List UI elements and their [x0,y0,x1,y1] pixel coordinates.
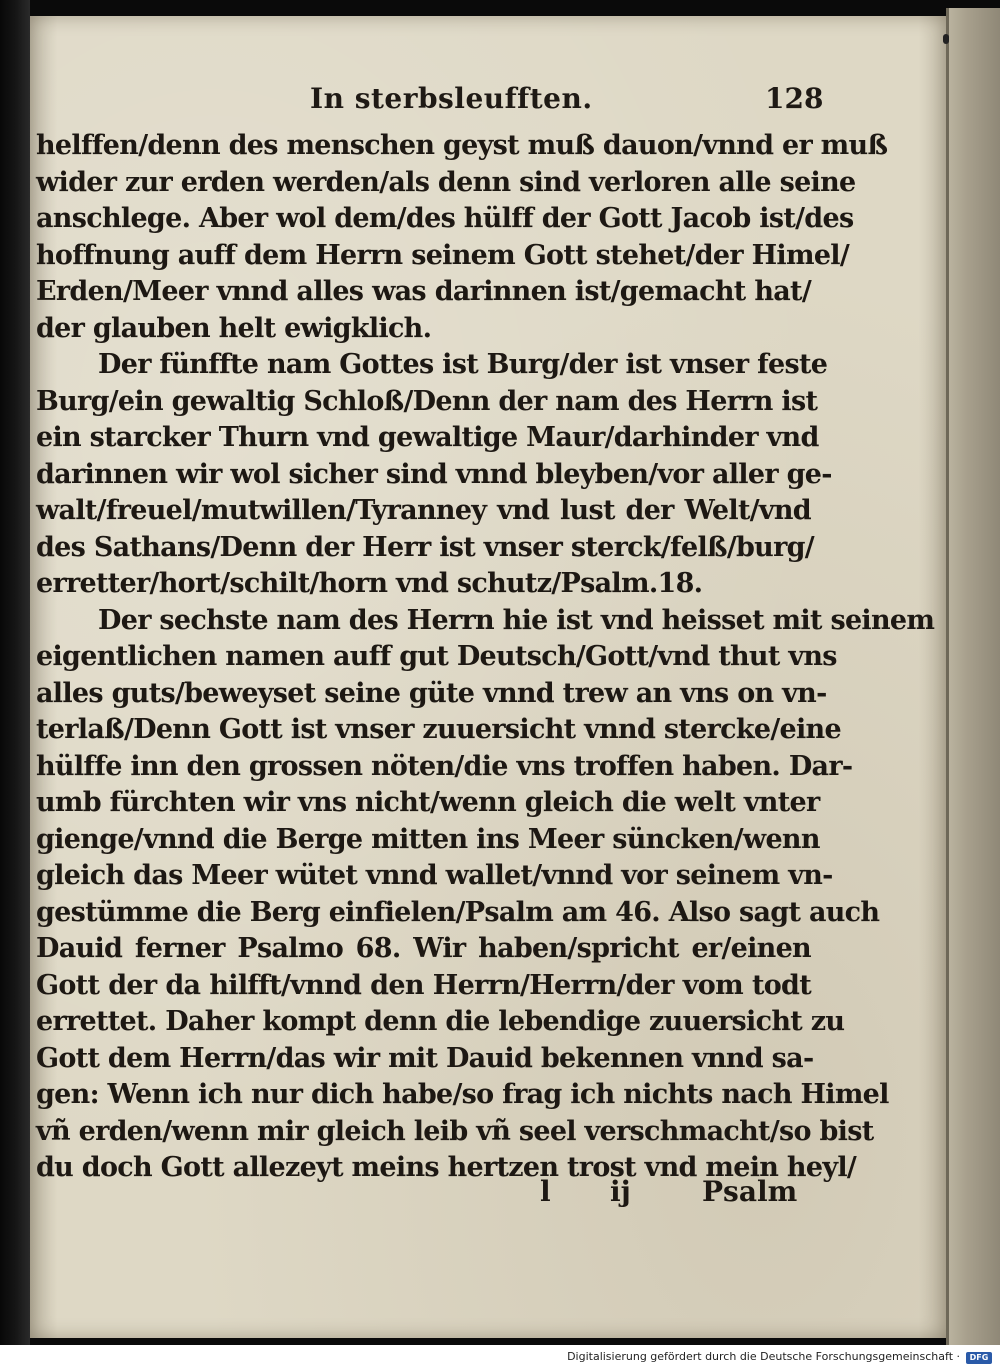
body-text [36,128,935,1187]
text-line: Burg/ein gewaltig Schloß/Denn der nam des Herrn ist [36,385,818,417]
scan-speck [943,34,949,44]
paragraph-start-line: Der fünffte nam Gottes ist Burg/der ist vnser feste [98,349,828,380]
text-line: walt/freuel/mutwillen/Tyranney vnd lust der Welt/vnd [36,495,811,526]
text-line: erretter/hort/schilt/horn vnd schutz/Psalm.18. [36,568,703,599]
text-line: du doch Gott allezeyt meins hertzen trost vnd mein heyl/ [36,1152,857,1183]
dfg-logo: DFG [966,1352,992,1364]
text-line: Gott der da hilfft/vnnd den Herrn/Herrn/der vom todt [36,969,811,1001]
text-line: alles guts/beweyset seine güte vnnd trew an vns on vn- [36,677,827,709]
text-line: wider zur erden werden/als denn sind verloren alle seine [36,166,856,198]
text-line: terlaß/Denn Gott ist vnser zuuersicht vnnd stercke/eine [36,714,841,745]
text-line: Dauid ferner Psalmo 68. Wir haben/spricht er/einen [36,933,811,964]
text-line: anschlege. Aber wol dem/des hülff der Gott Jacob ist/des [36,203,854,234]
funding-credit: Digitalisierung gefördert durch die Deutsche Forschungsgemeinschaft · [567,1350,960,1363]
text-line: der glauben helt ewigklich. [36,312,432,344]
text-line: helffen/denn des menschen geyst muß dauon/vnnd er muß [36,130,888,161]
signature-number: ij [610,1175,631,1208]
text-line: vñ erden/wenn mir gleich leib vñ seel verschmacht/so bist [36,1115,874,1147]
text-line: hülffe inn den grossen nöten/die vns troffen haben. Dar- [36,750,853,782]
text-line: gen: Wenn ich nur dich habe/so frag ich nichts nach Himel [36,1079,889,1110]
text-line: darinnen wir wol sicher sind vnnd bleyben/vor aller ge- [36,458,832,490]
page-edge-stack [946,8,1000,1345]
text-line: errettet. Daher kompt denn die lebendige zuuersicht zu [36,1006,845,1037]
paragraph-start-line: Der sechste nam des Herrn hie ist vnd heisset mit seinem [98,604,935,636]
text-line: eigentlichen namen auff gut Deutsch/Gott/vnd thut vns [36,641,837,672]
text-line: Erden/Meer vnnd alles was darinnen ist/gemacht hat/ [36,276,811,307]
text-line: gienge/vnnd die Berge mitten ins Meer süncken/wenn [36,823,820,855]
text-line: Gott dem Herrn/das wir mit Dauid bekennen vnnd sa- [36,1042,814,1074]
text-line: hoffnung auff dem Herrn seinem Gott stehet/der Himel/ [36,239,850,271]
running-head: In sterbsleufften. [310,82,593,115]
text-line: gestümme die Berg einfielen/Psalm am 46. Also sagt auch [36,896,880,928]
text-line: des Sathans/Denn der Herr ist vnser sterck/felß/burg/ [36,531,814,563]
signature-mark: l [540,1175,551,1208]
catchword: Psalm [702,1175,798,1208]
text-line: gleich das Meer wütet vnnd wallet/vnnd vor seinem vn- [36,860,833,891]
page-number: 128 [765,82,824,115]
text-line: umb fürchten wir vns nicht/wenn gleich die welt vnter [36,787,820,818]
text-line: ein starcker Thurn vnd gewaltige Maur/darhinder vnd [36,422,819,453]
scan-left-margin [0,0,30,1345]
